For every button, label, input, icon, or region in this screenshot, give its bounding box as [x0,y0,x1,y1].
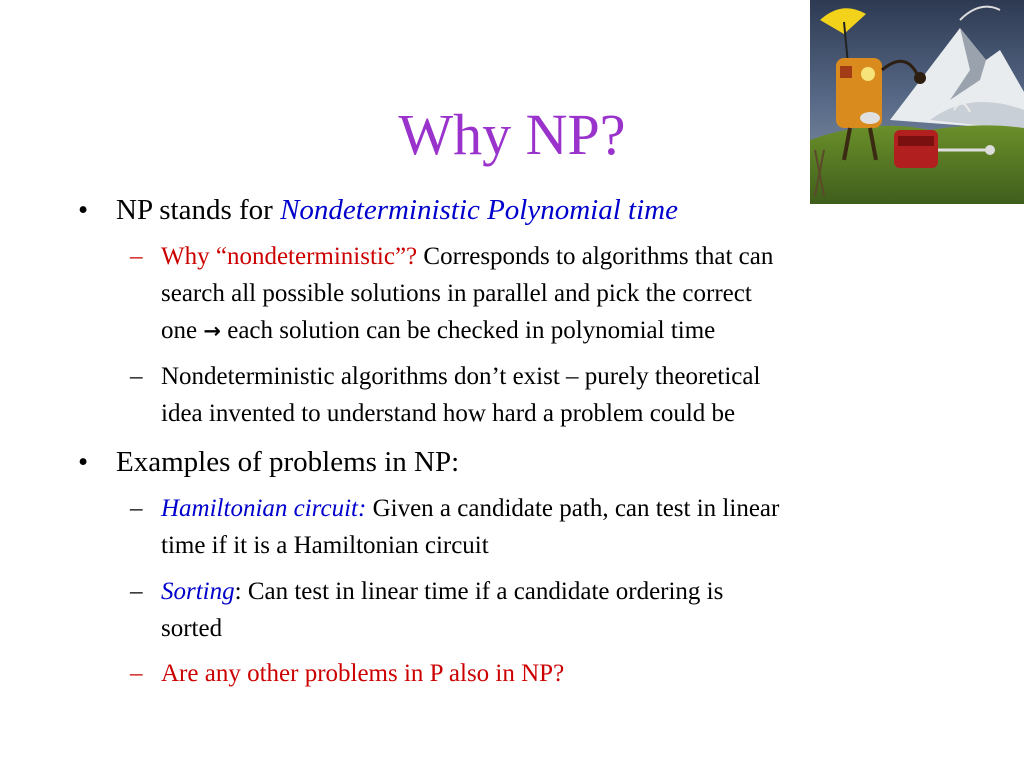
subitem-line: Nondeterministic algorithms don’t exist – purely theoretical [161,363,761,390]
bullet-plain-text: NP stands for [116,194,281,226]
subitem-line [161,573,951,610]
slide-title: Why NP? [398,102,626,167]
subitem-marker: – [130,660,143,687]
subitem-line [161,312,951,350]
subitem-line: Are any other problems in P also in NP? [161,660,565,687]
right-arrow-icon: → [203,319,221,343]
bullet-marker: • [78,194,89,226]
subitem-marker: – [130,495,143,522]
np-expansion-term: Nondeterministic Polynomial time [280,194,678,226]
subitem-body [161,573,951,647]
bullet-text: Examples of problems in NP: [116,446,460,478]
subitem-line: idea invented to understand how hard a problem could be [161,400,736,427]
subitem-marker: – [130,578,143,605]
subitem-line: sorted [161,615,223,642]
subitem-line: search all possible solutions in parallel and pick the correct [161,280,752,307]
bullet-marker: • [78,446,89,478]
subitem-body [161,490,951,564]
subitem-body [161,655,951,692]
subitem-body [161,358,951,432]
subitem-text: each solution can be checked in polynomial time [227,317,716,344]
term-punctuation: : [357,495,367,522]
bullet-text [116,192,678,228]
sorting-term: Sorting [161,578,235,605]
subitem-text: Corresponds to algorithms that can [423,243,774,270]
subitem-line [161,490,951,527]
subitem-marker: – [130,363,143,390]
question-lead: Why “nondeterministic”? [161,243,418,270]
subitem-text: Given a candidate path, can test in linear [366,495,780,522]
subitem-body [161,238,951,350]
subitem-text: : Can test in linear time if a candidate ordering is [234,578,724,605]
subitem-text: one [161,317,198,344]
subitem-marker: – [130,243,143,270]
hamiltonian-circuit-term: Hamiltonian circuit [161,495,358,522]
subitem-line: time if it is a Hamiltonian circuit [161,532,489,559]
subitem-line [161,238,951,275]
